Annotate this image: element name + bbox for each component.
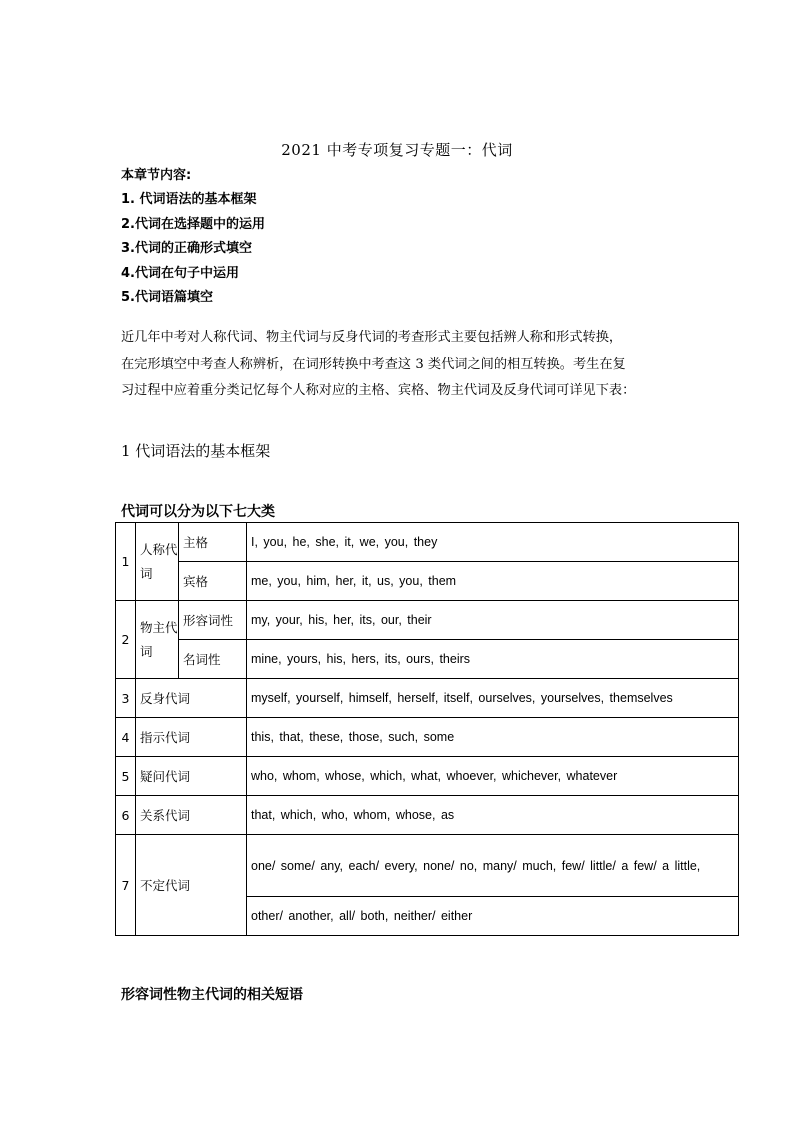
words-cell: I, you, he, she, it, we, you, they [247, 523, 739, 562]
table-row [116, 640, 739, 679]
table-row [116, 757, 739, 796]
outline-item: 4.代词在句子中运用 [121, 265, 239, 281]
intro-line: 近几年中考对人称代词、物主代词与反身代词的考查形式主要包括辨人称和形式转换， [121, 330, 623, 345]
chapter-outline [121, 164, 265, 310]
table-row [116, 679, 739, 718]
subcategory-cell: 名词性 [179, 640, 247, 679]
words-cell: mine, yours, his, hers, its, ours, theirs [247, 640, 739, 679]
words-cell: that, which, who, whom, whose, as [247, 796, 739, 835]
words-cell: other/ another, all/ both, neither/ either [247, 897, 739, 936]
intro-line: 习过程中应着重分类记忆每个人称对应的主格、宾格、物主代词及反身代词可详见下表： [121, 383, 636, 398]
table-heading: 代词可以分为以下七大类 [121, 503, 275, 523]
document-title: 2021 中考专项复习专题一：代词 [281, 141, 513, 159]
outline-item: 1. 代词语法的基本框架 [121, 192, 257, 208]
words-cell: myself, yourself, himself, herself, itself, ourselves, yourselves, themselves [247, 679, 739, 718]
category-cell: 反身代词 [136, 679, 247, 718]
table-row [116, 601, 739, 640]
table-row [116, 523, 739, 562]
category-cell: 关系代词 [136, 796, 247, 835]
table-row [116, 835, 739, 897]
outline-item: 3.代词的正确形式填空 [121, 241, 252, 257]
intro-paragraph [121, 325, 681, 405]
phrases-heading: 形容词性物主代词的相关短语 [121, 987, 303, 1003]
section-heading: 1 代词语法的基本框架 [121, 442, 271, 460]
subcategory-cell: 宾格 [179, 562, 247, 601]
table-row [116, 718, 739, 757]
outline-item: 2.代词在选择题中的运用 [121, 216, 265, 232]
subcategory-cell: 主格 [179, 523, 247, 562]
words-cell: me, you, him, her, it, us, you, them [247, 562, 739, 601]
category-cell: 不定代词 [136, 835, 247, 936]
pronoun-table [115, 522, 739, 936]
row-number: 6 [116, 796, 136, 835]
table-row [116, 562, 739, 601]
row-number: 5 [116, 757, 136, 796]
words-cell: who, whom, whose, which, what, whoever, whichever, whatever [247, 757, 739, 796]
category-cell: 物主代词 [136, 601, 179, 679]
intro-line: 在完形填空中考查人称辨析，在词形转换中考查这 3 类代词之间的相互转换。考生在复 [121, 356, 626, 372]
outline-item: 5.代词语篇填空 [121, 289, 213, 305]
row-number: 7 [116, 835, 136, 936]
row-number: 3 [116, 679, 136, 718]
table-row [116, 796, 739, 835]
subcategory-cell: 形容词性 [179, 601, 247, 640]
outline-heading: 本章节内容: [121, 168, 192, 183]
row-number: 4 [116, 718, 136, 757]
words-cell: this, that, these, those, such, some [247, 718, 739, 757]
words-cell: my, your, his, her, its, our, their [247, 601, 739, 640]
row-number: 2 [116, 601, 136, 679]
words-cell: one/ some/ any, each/ every, none/ no, many/ much, few/ little/ a few/ a little, [247, 835, 739, 897]
category-cell: 人称代词 [136, 523, 179, 601]
category-cell: 疑问代词 [136, 757, 247, 796]
row-number: 1 [116, 523, 136, 601]
category-cell: 指示代词 [136, 718, 247, 757]
